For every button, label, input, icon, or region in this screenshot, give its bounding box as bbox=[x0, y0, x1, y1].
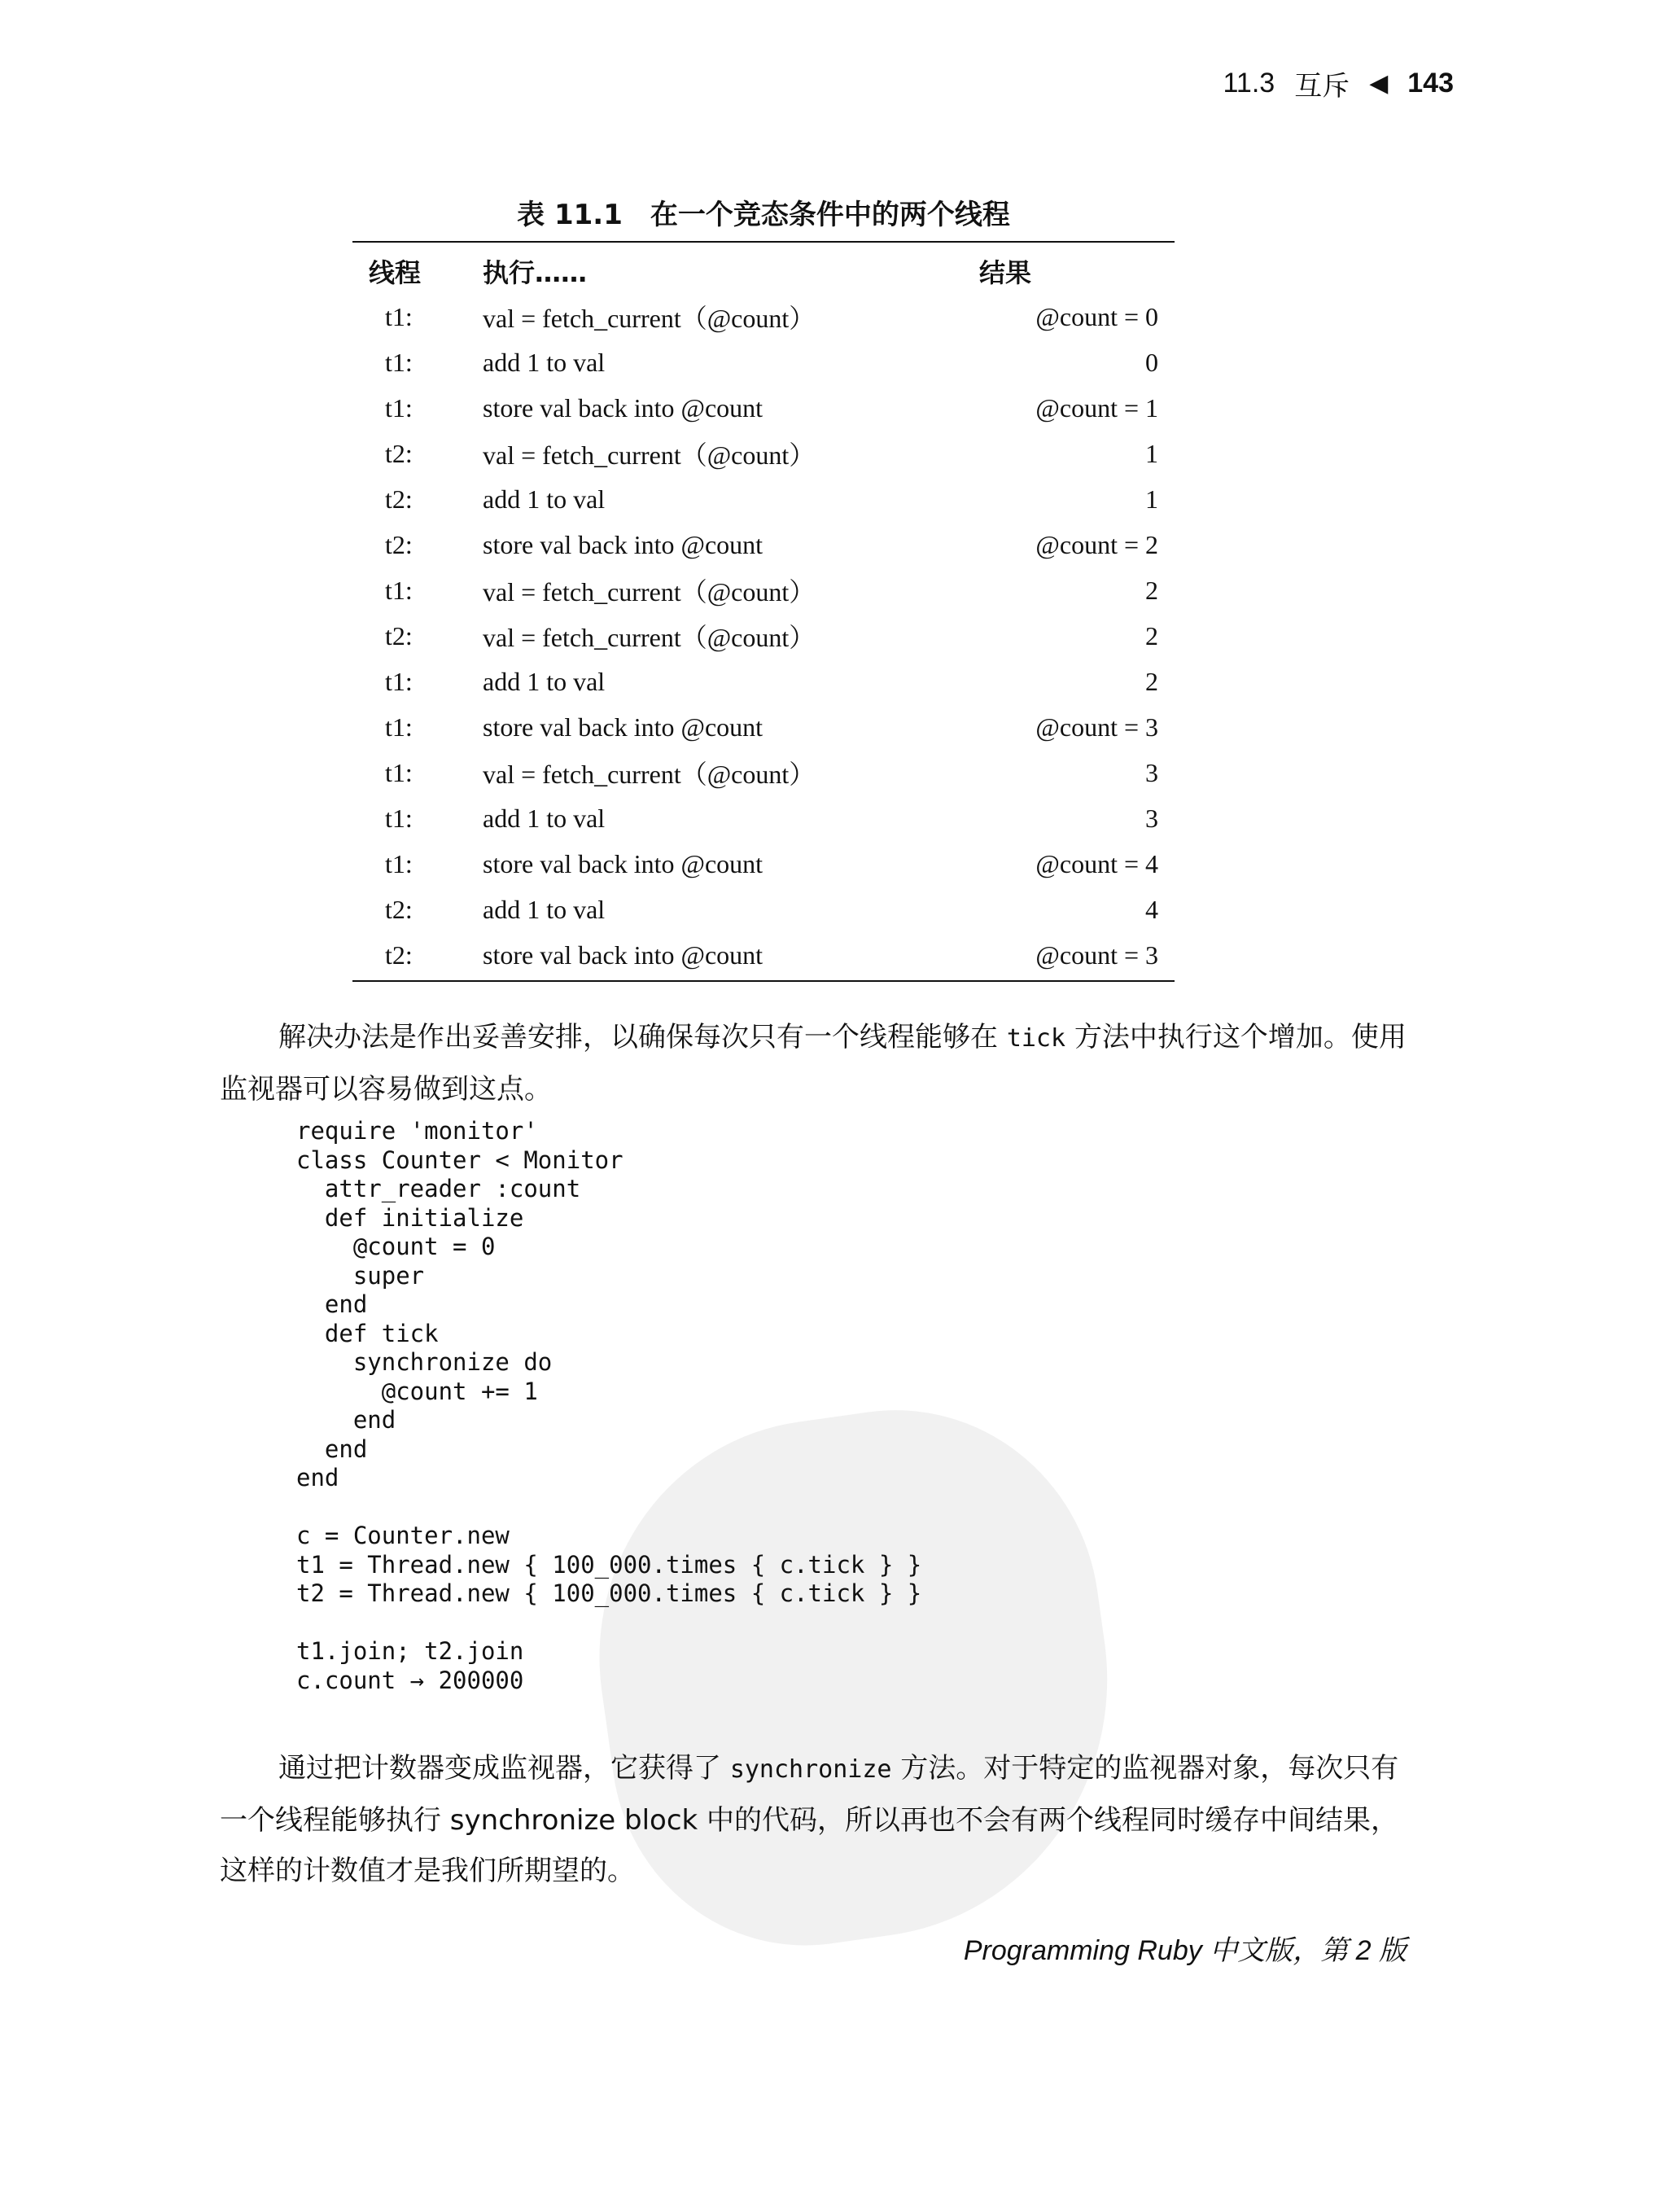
thread-cell: t1: bbox=[385, 712, 413, 742]
inline-code: synchronize bbox=[729, 1755, 892, 1784]
column-header-thread: 线程 bbox=[369, 257, 422, 288]
paragraph-solution bbox=[220, 1012, 1408, 1115]
column-header-result: 结果 bbox=[979, 257, 1032, 288]
thread-cell: t2: bbox=[385, 894, 413, 924]
thread-cell: t1: bbox=[385, 757, 413, 787]
execute-cell: val = fetch_current（@count） bbox=[483, 440, 816, 470]
thread-cell: t1: bbox=[385, 575, 413, 605]
thread-cell: t1: bbox=[385, 301, 413, 331]
thread-cell: t2: bbox=[385, 438, 413, 468]
table-row bbox=[352, 339, 1175, 385]
thread-cell: t1: bbox=[385, 666, 413, 696]
table-row bbox=[352, 704, 1175, 750]
execute-cell: add 1 to val bbox=[483, 484, 606, 514]
table-row bbox=[352, 795, 1175, 841]
result-cell: @count = 1 bbox=[1035, 392, 1158, 423]
execute-cell: add 1 to val bbox=[483, 666, 606, 696]
thread-cell: t2: bbox=[385, 529, 413, 559]
table-row bbox=[352, 431, 1175, 476]
thread-cell: t1: bbox=[385, 392, 413, 423]
section-title: 互斥 bbox=[1294, 71, 1350, 102]
thread-cell: t2: bbox=[385, 620, 413, 650]
table-row bbox=[352, 476, 1175, 522]
result-cell: @count = 3 bbox=[1035, 940, 1158, 970]
result-cell: 2 bbox=[1145, 666, 1158, 696]
result-cell: 1 bbox=[1145, 484, 1158, 514]
table-row bbox=[352, 294, 1175, 339]
result-cell: 3 bbox=[1145, 803, 1158, 833]
table-row bbox=[352, 613, 1175, 659]
code-listing: require 'monitor' class Counter < Monitor attr_reader :count def initialize @count = 0 super end def tick synchronize do @count += 1 end end end c = Counter.new t1 = Thread.new { 100_000.times { c.tick } } t2 = Thread.new { 100_000.times { c.tick } } t1.join; t2.join c.count → 200000 bbox=[296, 1117, 922, 1694]
page-number: 143 bbox=[1407, 68, 1454, 99]
execute-cell: store val back into @count bbox=[483, 940, 763, 970]
result-cell: @count = 0 bbox=[1035, 301, 1158, 331]
table-row bbox=[352, 385, 1175, 431]
table-row bbox=[352, 567, 1175, 613]
result-cell: 4 bbox=[1145, 894, 1158, 924]
triangle-marker-icon: ◀ bbox=[1369, 70, 1389, 97]
table-row bbox=[352, 887, 1175, 932]
execute-cell: add 1 to val bbox=[483, 894, 606, 924]
result-cell: 0 bbox=[1145, 347, 1158, 377]
column-header-execute: 执行…… bbox=[483, 257, 588, 288]
thread-cell: t1: bbox=[385, 347, 413, 377]
table-top-rule bbox=[352, 241, 1175, 243]
inline-code: tick bbox=[1006, 1024, 1066, 1053]
book-title-footer: Programming Ruby 中文版，第 2 版 bbox=[963, 1935, 1407, 1966]
section-number: 11.3 bbox=[1223, 68, 1275, 99]
result-cell: 3 bbox=[1145, 757, 1158, 787]
paragraph-text: 方法中执行这个增加。使用监视器可以容易做到这点。 bbox=[220, 1021, 1407, 1106]
result-cell: @count = 3 bbox=[1035, 712, 1158, 742]
paragraph-text: 通过把计数器变成监视器，它获得了 bbox=[278, 1752, 730, 1785]
paragraph-explanation bbox=[220, 1743, 1408, 1896]
execute-cell: val = fetch_current（@count） bbox=[483, 760, 816, 789]
thread-cell: t1: bbox=[385, 803, 413, 833]
execute-cell: store val back into @count bbox=[483, 392, 763, 423]
result-cell: @count = 4 bbox=[1035, 848, 1158, 878]
execute-cell: add 1 to val bbox=[483, 347, 606, 377]
result-cell: 2 bbox=[1145, 575, 1158, 605]
execute-cell: val = fetch_current（@count） bbox=[483, 304, 816, 333]
table-row bbox=[352, 659, 1175, 704]
execute-cell: add 1 to val bbox=[483, 803, 606, 833]
table-bottom-rule bbox=[352, 980, 1175, 982]
execute-cell: store val back into @count bbox=[483, 529, 763, 559]
table-row bbox=[352, 932, 1175, 978]
table-row bbox=[352, 750, 1175, 795]
execute-cell: store val back into @count bbox=[483, 712, 763, 742]
thread-cell: t1: bbox=[385, 848, 413, 878]
paragraph-text: 解决办法是作出妥善安排，以确保每次只有一个线程能够在 bbox=[278, 1021, 1007, 1053]
result-cell: @count = 2 bbox=[1035, 529, 1158, 559]
table-caption: 表 11.1 在一个竞态条件中的两个线程 bbox=[517, 199, 1010, 231]
table-row bbox=[352, 841, 1175, 887]
execute-cell: val = fetch_current（@count） bbox=[483, 623, 816, 652]
thread-cell: t2: bbox=[385, 484, 413, 514]
execute-cell: store val back into @count bbox=[483, 848, 763, 878]
execute-cell: val = fetch_current（@count） bbox=[483, 577, 816, 607]
table-header-row bbox=[352, 248, 1175, 294]
table-row bbox=[352, 522, 1175, 567]
running-header bbox=[1223, 64, 1454, 103]
result-cell: 1 bbox=[1145, 438, 1158, 468]
table-body bbox=[352, 294, 1175, 978]
result-cell: 2 bbox=[1145, 620, 1158, 650]
race-condition-table bbox=[352, 248, 1175, 978]
paragraph-text: 方法。对于特定的监视器对象，每次只有一个线程能够执行 synchronize block 中的代码，所以再也不会有两个线程同时缓存中间结果，这样的计数值才是我们所期望的。 bbox=[220, 1752, 1399, 1887]
thread-cell: t2: bbox=[385, 940, 413, 970]
